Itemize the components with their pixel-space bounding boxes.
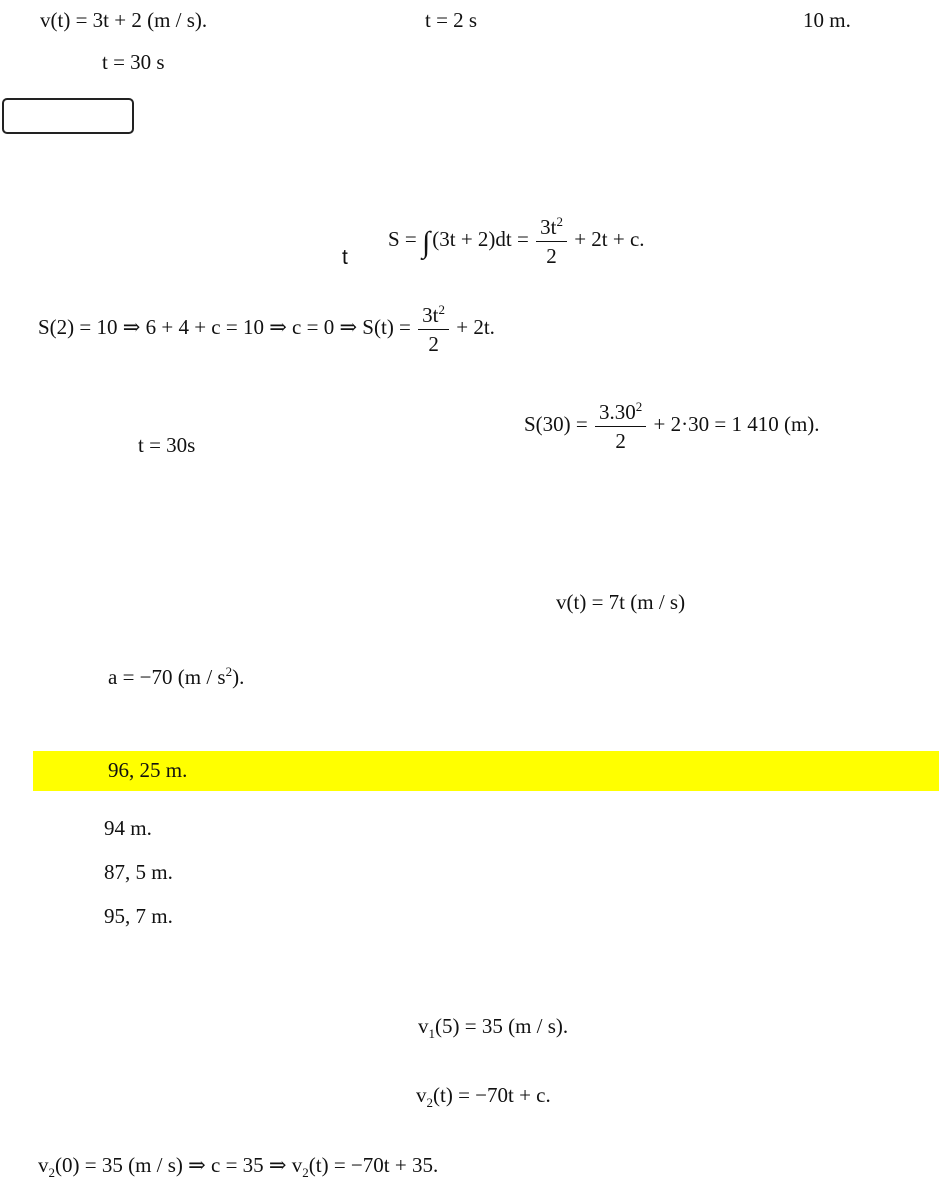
acceleration [108,665,244,688]
time-30-label: t = 30s [138,433,196,457]
s30-fraction [595,400,646,452]
given-time: t = 2 s [425,8,478,32]
v1-sub: 1 [428,1026,435,1041]
v2-init-name: v [38,1153,49,1177]
s30-frac-num: 3.30 [599,400,636,424]
s30-frac-exp: 2 [635,399,643,414]
integral-frac-num: 3t [540,215,557,239]
option-highlighted: 96, 25 m. [108,758,188,782]
condition-text: S(2) = 10 ⇒ 6 + 4 + c = 10 ⇒ c = 0 ⇒ S(t) = [38,314,417,339]
integral-equation [388,215,645,267]
integral-sign-icon: ∫ [422,225,431,259]
initial-condition-line [38,303,495,355]
velocity-function: v(t) = 3t + 2 (m / s). [40,8,208,32]
v1-rest: (5) = 35 (m / s). [435,1014,569,1038]
option-c: 87, 5 m. [104,860,173,884]
s30-tail: + 2·30 = 1 410 (m). [653,411,820,436]
integral-lhs: S = [388,226,423,251]
v2-init-tail: (t) = −70t + 35. [308,1153,439,1177]
cond-frac-exp: 2 [438,302,445,317]
integral-frac-exp: 2 [556,214,563,229]
v2-name: v [416,1083,427,1107]
s30-frac-den: 2 [615,429,626,453]
integral-fraction [536,215,567,267]
v1-name: v [418,1014,429,1038]
integral-tail: + 2t + c. [574,226,645,251]
v2-init-sub: 2 [48,1165,55,1180]
s30-equation [524,400,820,452]
integrand: (3t + 2)dt = [432,226,535,251]
acceleration-exp: 2 [225,664,233,679]
v2-rest: (t) = −70t + c. [433,1083,551,1107]
v2-init-sub2: 2 [302,1165,309,1180]
cond-frac-den: 2 [428,332,439,356]
integral-frac-den: 2 [546,244,557,268]
s30-lhs: S(30) = [524,411,594,436]
solution-label-box [2,98,134,134]
variable-t: t [342,246,348,269]
acceleration-prefix: a = −70 [108,665,178,689]
v2-equation [416,1085,551,1109]
v2-initial-condition [38,1155,438,1179]
v2-sub: 2 [426,1095,433,1110]
given-distance: 10 m. [803,8,851,32]
option-b: 94 m. [104,816,152,840]
option-d: 95, 7 m. [104,904,173,928]
v1-equation [418,1016,568,1040]
asked-time: t = 30 s [102,50,165,74]
v2-init-mid: (0) = 35 (m / s) ⇒ c = 35 ⇒ v [55,1153,303,1177]
cond-frac-num: 3t [422,303,439,327]
acceleration-unit: (m / s [177,665,226,689]
velocity-7t: v(t) = 7t (m / s) [556,590,686,614]
acceleration-close: ). [232,665,245,689]
condition-tail: + 2t. [456,314,495,339]
condition-fraction [418,303,449,355]
